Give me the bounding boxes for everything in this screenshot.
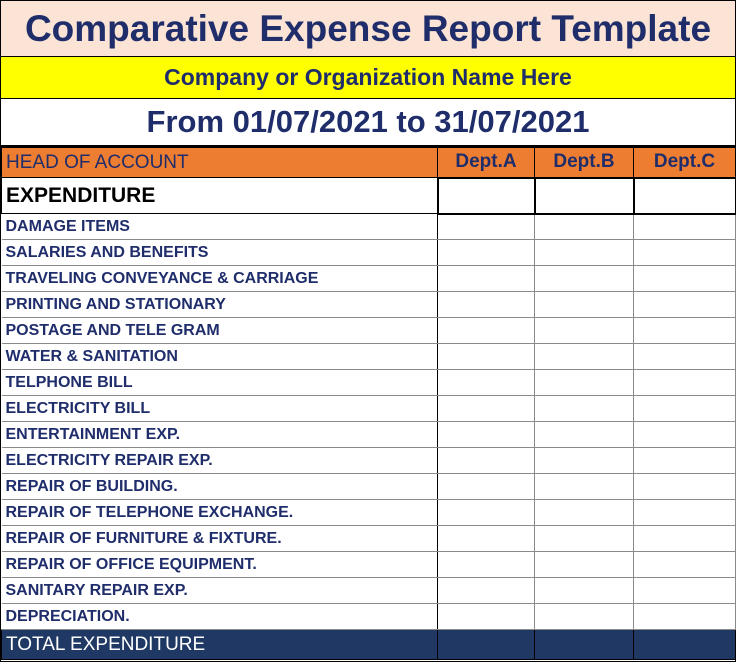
expense-dept-b-cell[interactable] (535, 604, 634, 630)
expense-item-label: DEPRECIATION. (2, 604, 438, 630)
expense-item-label: WATER & SANITATION (2, 344, 438, 370)
expense-dept-c-cell[interactable] (634, 552, 736, 578)
table-row (2, 240, 736, 266)
expense-dept-b-cell[interactable] (535, 344, 634, 370)
expense-dept-c-cell[interactable] (634, 266, 736, 292)
total-dept-a-cell[interactable] (438, 630, 535, 660)
expense-dept-c-cell[interactable] (634, 292, 736, 318)
expense-dept-a-cell[interactable] (438, 578, 535, 604)
table-row (2, 578, 736, 604)
expense-dept-a-cell[interactable] (438, 526, 535, 552)
expense-dept-c-cell[interactable] (634, 448, 736, 474)
company-name[interactable]: Company or Organization Name Here (1, 57, 735, 99)
table-row (2, 604, 736, 630)
expense-item-label: ENTERTAINMENT EXP. (2, 422, 438, 448)
expense-dept-b-cell[interactable] (535, 318, 634, 344)
expense-item-label: SANITARY REPAIR EXP. (2, 578, 438, 604)
expense-dept-a-cell[interactable] (438, 604, 535, 630)
expense-dept-c-cell[interactable] (634, 422, 736, 448)
expense-dept-a-cell[interactable] (438, 474, 535, 500)
expense-item-label: SALARIES AND BENEFITS (2, 240, 438, 266)
table-row (2, 552, 736, 578)
expense-dept-c-cell[interactable] (634, 370, 736, 396)
expenditure-dept-a-cell[interactable] (438, 178, 535, 214)
expenditure-section-row (2, 178, 736, 214)
expense-table (1, 147, 736, 660)
expense-dept-c-cell[interactable] (634, 500, 736, 526)
table-row (2, 292, 736, 318)
expense-item-label: POSTAGE AND TELE GRAM (2, 318, 438, 344)
expense-dept-a-cell[interactable] (438, 422, 535, 448)
expense-dept-c-cell[interactable] (634, 344, 736, 370)
expense-dept-a-cell[interactable] (438, 552, 535, 578)
expenditure-dept-c-cell[interactable] (634, 178, 736, 214)
table-row (2, 448, 736, 474)
expense-dept-a-cell[interactable] (438, 448, 535, 474)
expense-dept-b-cell[interactable] (535, 448, 634, 474)
expenditure-dept-b-cell[interactable] (535, 178, 634, 214)
expense-dept-c-cell[interactable] (634, 318, 736, 344)
total-expenditure-row (2, 630, 736, 660)
expense-dept-b-cell[interactable] (535, 552, 634, 578)
table-header-row (2, 148, 736, 178)
expense-dept-b-cell[interactable] (535, 396, 634, 422)
expense-item-label: REPAIR OF OFFICE EQUIPMENT. (2, 552, 438, 578)
expense-dept-b-cell[interactable] (535, 266, 634, 292)
total-dept-c-cell[interactable] (634, 630, 736, 660)
expense-dept-c-cell[interactable] (634, 240, 736, 266)
expense-item-label: REPAIR OF TELEPHONE EXCHANGE. (2, 500, 438, 526)
expense-item-label: ELECTRICITY BILL (2, 396, 438, 422)
total-dept-b-cell[interactable] (535, 630, 634, 660)
expense-dept-a-cell[interactable] (438, 318, 535, 344)
expense-item-label: REPAIR OF BUILDING. (2, 474, 438, 500)
report-period[interactable]: From 01/07/2021 to 31/07/2021 (1, 99, 735, 147)
expense-dept-c-cell[interactable] (634, 604, 736, 630)
expense-item-label: TRAVELING CONVEYANCE & CARRIAGE (2, 266, 438, 292)
expense-item-label: REPAIR OF FURNITURE & FIXTURE. (2, 526, 438, 552)
table-row (2, 474, 736, 500)
table-row (2, 370, 736, 396)
expense-dept-c-cell[interactable] (634, 396, 736, 422)
expense-dept-b-cell[interactable] (535, 526, 634, 552)
dept-b-header: Dept.B (535, 148, 634, 178)
expense-dept-a-cell[interactable] (438, 370, 535, 396)
expense-dept-b-cell[interactable] (535, 240, 634, 266)
expense-dept-b-cell[interactable] (535, 474, 634, 500)
head-of-account-header: HEAD OF ACCOUNT (2, 148, 438, 178)
expense-dept-c-cell[interactable] (634, 526, 736, 552)
expense-dept-a-cell[interactable] (438, 396, 535, 422)
expense-dept-b-cell[interactable] (535, 500, 634, 526)
table-row (2, 318, 736, 344)
expense-item-label: TELPHONE BILL (2, 370, 438, 396)
report-title: Comparative Expense Report Template (1, 1, 735, 57)
table-row (2, 526, 736, 552)
expense-dept-a-cell[interactable] (438, 240, 535, 266)
expense-item-label: DAMAGE ITEMS (2, 214, 438, 240)
table-row (2, 422, 736, 448)
expense-dept-c-cell[interactable] (634, 214, 736, 240)
expense-dept-a-cell[interactable] (438, 292, 535, 318)
expense-item-label: ELECTRICITY REPAIR EXP. (2, 448, 438, 474)
expense-dept-c-cell[interactable] (634, 474, 736, 500)
expense-dept-a-cell[interactable] (438, 500, 535, 526)
dept-c-header: Dept.C (634, 148, 736, 178)
expense-dept-b-cell[interactable] (535, 214, 634, 240)
expense-dept-a-cell[interactable] (438, 266, 535, 292)
expense-dept-b-cell[interactable] (535, 292, 634, 318)
table-row (2, 266, 736, 292)
total-expenditure-label: TOTAL EXPENDITURE (2, 630, 438, 660)
expense-dept-c-cell[interactable] (634, 578, 736, 604)
expense-dept-b-cell[interactable] (535, 370, 634, 396)
expense-item-label: PRINTING AND STATIONARY (2, 292, 438, 318)
table-row (2, 214, 736, 240)
table-row (2, 500, 736, 526)
expense-dept-b-cell[interactable] (535, 578, 634, 604)
expenditure-section-label: EXPENDITURE (2, 178, 438, 214)
dept-a-header: Dept.A (438, 148, 535, 178)
expense-dept-a-cell[interactable] (438, 214, 535, 240)
table-row (2, 344, 736, 370)
table-row (2, 396, 736, 422)
expense-dept-b-cell[interactable] (535, 422, 634, 448)
expense-dept-a-cell[interactable] (438, 344, 535, 370)
